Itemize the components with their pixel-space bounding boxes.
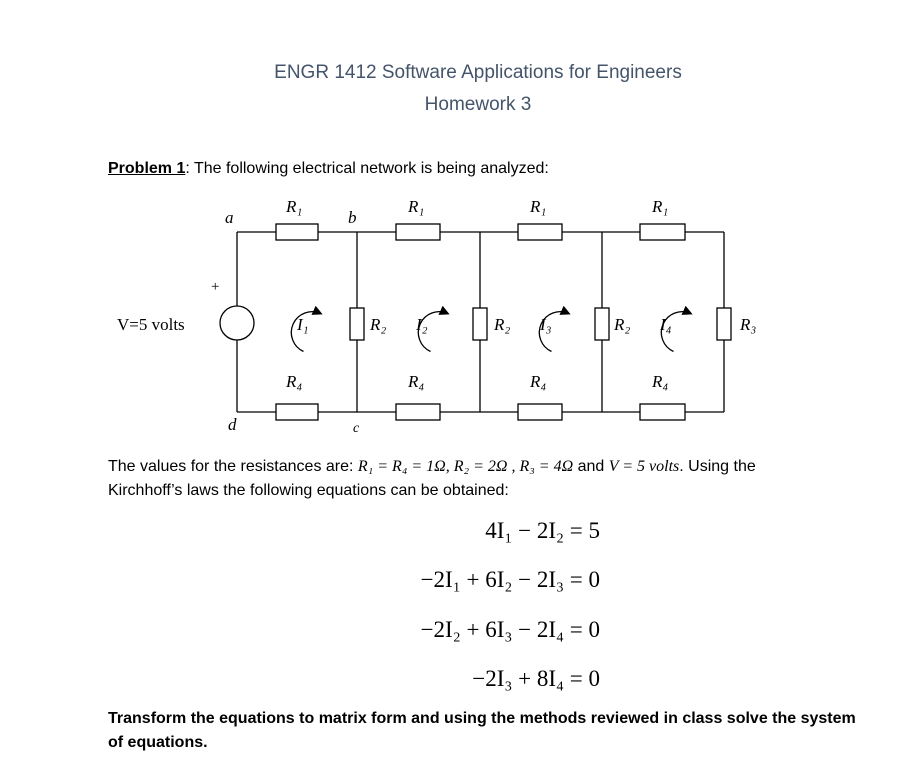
problem-intro-text: : The following electrical network is being analyzed: xyxy=(185,160,549,177)
label-r1-2: R₁ xyxy=(408,197,425,216)
course-title: ENGR 1412 Software Applications for Engineers xyxy=(274,62,682,83)
label-r1-3: R₁ xyxy=(530,197,547,216)
equation-2: −2I₁ + 6I₂ − 2I₃ = 0 xyxy=(420,567,600,592)
plus-sign: + xyxy=(211,279,220,295)
resistor-r1-2 xyxy=(396,224,440,240)
resistor-r4-4 xyxy=(640,404,685,420)
resistor-r4-3 xyxy=(518,404,562,420)
resistor-r4-2 xyxy=(396,404,440,420)
label-r1-4: R₁ xyxy=(652,197,669,216)
current-i2-label: I₂ xyxy=(416,315,428,334)
resistor-r2-3 xyxy=(595,308,609,340)
equation-1: 4I₁ − 2I₂ = 5 xyxy=(485,518,600,543)
resistor-r1-4 xyxy=(640,224,685,240)
equation-4: −2I₃ + 8I₄ = 0 xyxy=(472,666,600,691)
label-r4-4: R₄ xyxy=(652,372,669,391)
current-i1-label: I₁ xyxy=(297,315,309,334)
resistor-r2-1 xyxy=(350,308,364,340)
values-math: R₁ = R₄ = 1Ω, R₂ = 2Ω , R₃ = 4Ω xyxy=(357,458,574,475)
resistance-values xyxy=(108,455,868,503)
label-r2-2: R₂ xyxy=(494,315,511,334)
voltage-source-symbol xyxy=(220,306,254,340)
current-i3-label: I₃ xyxy=(540,315,552,334)
label-r3: R₃ xyxy=(740,315,757,334)
values-and: and xyxy=(573,458,609,475)
equation-3: −2I₂ + 6I₃ − 2I₄ = 0 xyxy=(420,617,600,642)
node-c-label: c xyxy=(353,421,360,436)
resistor-r1-3 xyxy=(518,224,562,240)
label-r4-3: R₄ xyxy=(530,372,547,391)
label-r4-1: R₄ xyxy=(286,372,303,391)
label-r2-3: R₂ xyxy=(614,315,631,334)
label-r1-1: R₁ xyxy=(286,197,303,216)
current-i4-label: I₄ xyxy=(660,315,672,334)
problem-intro xyxy=(108,157,549,181)
values-suffix: . Using the xyxy=(679,458,756,475)
node-d-label: d xyxy=(228,415,237,434)
label-r2-1: R₂ xyxy=(370,315,387,334)
values-line2: Kirchhoff’s laws the following equations can be obtained: xyxy=(108,482,509,499)
node-a-label: a xyxy=(225,208,234,227)
values-voltage: V = 5 volts xyxy=(608,458,680,475)
problem-label: Problem 1 xyxy=(108,160,186,177)
circuit-diagram xyxy=(0,190,902,440)
resistor-r4-1 xyxy=(276,404,318,420)
values-prefix: The values for the resistances are: xyxy=(108,458,358,475)
assignment-title: Homework 3 xyxy=(424,94,532,115)
resistor-r3 xyxy=(717,308,731,340)
instruction-text: Transform the equations to matrix form and using the methods reviewed in class solve the system of equations. xyxy=(108,710,856,751)
label-r4-2: R₄ xyxy=(408,372,425,391)
resistor-r2-2 xyxy=(473,308,487,340)
node-b-label: b xyxy=(348,208,357,227)
resistor-r1-1 xyxy=(276,224,318,240)
source-label: V=5 volts xyxy=(117,315,185,334)
